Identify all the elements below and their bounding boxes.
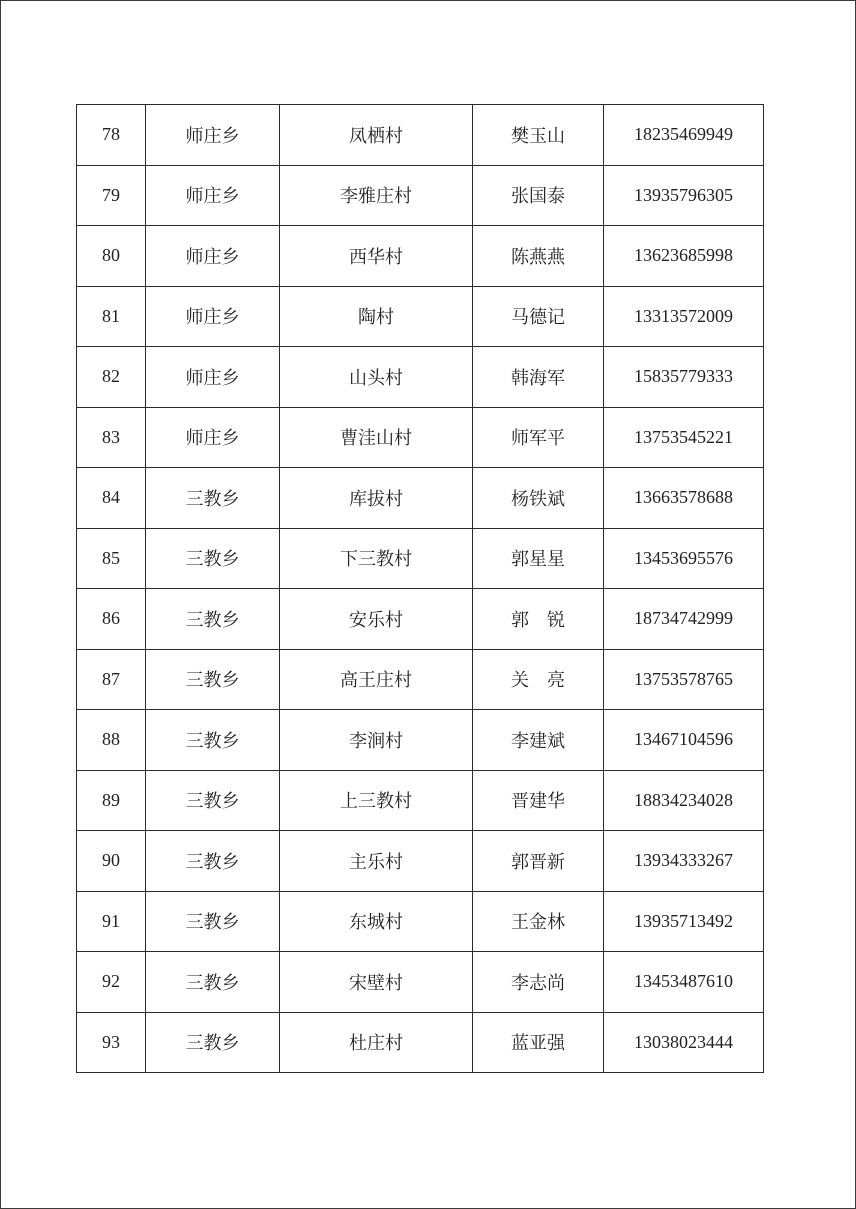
row-number: 87: [77, 649, 146, 710]
table-row: [77, 105, 764, 166]
table-row: [77, 710, 764, 771]
township-cell: 师庄乡: [146, 286, 280, 347]
table-row: [77, 589, 764, 650]
row-number: 89: [77, 770, 146, 831]
township-cell: 师庄乡: [146, 165, 280, 226]
village-cell: 高王庄村: [280, 649, 473, 710]
table-row: [77, 407, 764, 468]
phone-number-cell: 13038023444: [604, 1012, 764, 1073]
phone-number-cell: 13935713492: [604, 891, 764, 952]
table-row: [77, 347, 764, 408]
row-number: 85: [77, 528, 146, 589]
contact-name-cell: 郭晋新: [473, 831, 604, 892]
row-number: 84: [77, 468, 146, 529]
phone-number-cell: 15835779333: [604, 347, 764, 408]
table-row: [77, 286, 764, 347]
contact-table: [76, 104, 764, 1073]
contact-name-cell: 杨铁斌: [473, 468, 604, 529]
contact-name-cell: 王金林: [473, 891, 604, 952]
village-cell: 上三教村: [280, 770, 473, 831]
phone-number-cell: 13467104596: [604, 710, 764, 771]
township-cell: 三教乡: [146, 831, 280, 892]
row-number: 86: [77, 589, 146, 650]
village-cell: 主乐村: [280, 831, 473, 892]
village-cell: 山头村: [280, 347, 473, 408]
township-cell: 三教乡: [146, 710, 280, 771]
village-cell: 杜庄村: [280, 1012, 473, 1073]
table-row: [77, 226, 764, 287]
village-cell: 曹洼山村: [280, 407, 473, 468]
village-cell: 安乐村: [280, 589, 473, 650]
township-cell: 师庄乡: [146, 105, 280, 166]
row-number: 93: [77, 1012, 146, 1073]
phone-number-cell: 18834234028: [604, 770, 764, 831]
contact-name-cell: 晋建华: [473, 770, 604, 831]
table-body: [77, 105, 764, 1073]
table-row: [77, 649, 764, 710]
village-cell: 下三教村: [280, 528, 473, 589]
township-cell: 三教乡: [146, 770, 280, 831]
village-cell: 李涧村: [280, 710, 473, 771]
contact-name-cell: 马德记: [473, 286, 604, 347]
row-number: 90: [77, 831, 146, 892]
row-number: 79: [77, 165, 146, 226]
row-number: 91: [77, 891, 146, 952]
township-cell: 三教乡: [146, 589, 280, 650]
table-row: [77, 891, 764, 952]
township-cell: 师庄乡: [146, 407, 280, 468]
contact-name-cell: 张国泰: [473, 165, 604, 226]
village-cell: 西华村: [280, 226, 473, 287]
village-cell: 宋壁村: [280, 952, 473, 1013]
contact-name-cell: 李建斌: [473, 710, 604, 771]
phone-number-cell: 13663578688: [604, 468, 764, 529]
row-number: 83: [77, 407, 146, 468]
township-cell: 师庄乡: [146, 226, 280, 287]
village-cell: 凤栖村: [280, 105, 473, 166]
village-cell: 东城村: [280, 891, 473, 952]
phone-number-cell: 13935796305: [604, 165, 764, 226]
village-cell: 陶村: [280, 286, 473, 347]
village-cell: 李雅庄村: [280, 165, 473, 226]
contact-name-cell: 陈燕燕: [473, 226, 604, 287]
contact-name-cell: 蓝亚强: [473, 1012, 604, 1073]
township-cell: 三教乡: [146, 1012, 280, 1073]
contact-name-cell: 郭 锐: [473, 589, 604, 650]
contact-name-cell: 郭星星: [473, 528, 604, 589]
township-cell: 三教乡: [146, 891, 280, 952]
contact-name-cell: 李志尚: [473, 952, 604, 1013]
table-row: [77, 468, 764, 529]
row-number: 80: [77, 226, 146, 287]
phone-number-cell: 13453695576: [604, 528, 764, 589]
table-row: [77, 1012, 764, 1073]
row-number: 81: [77, 286, 146, 347]
phone-number-cell: 18734742999: [604, 589, 764, 650]
phone-number-cell: 13934333267: [604, 831, 764, 892]
table-row: [77, 165, 764, 226]
township-cell: 师庄乡: [146, 347, 280, 408]
row-number: 82: [77, 347, 146, 408]
row-number: 78: [77, 105, 146, 166]
table-row: [77, 831, 764, 892]
table-row: [77, 952, 764, 1013]
village-cell: 库拔村: [280, 468, 473, 529]
township-cell: 三教乡: [146, 952, 280, 1013]
contact-name-cell: 关 亮: [473, 649, 604, 710]
township-cell: 三教乡: [146, 528, 280, 589]
contact-name-cell: 韩海军: [473, 347, 604, 408]
contact-name-cell: 樊玉山: [473, 105, 604, 166]
phone-number-cell: 13753545221: [604, 407, 764, 468]
table-row: [77, 770, 764, 831]
row-number: 88: [77, 710, 146, 771]
phone-number-cell: 13623685998: [604, 226, 764, 287]
table-row: [77, 528, 764, 589]
row-number: 92: [77, 952, 146, 1013]
township-cell: 三教乡: [146, 468, 280, 529]
phone-number-cell: 13753578765: [604, 649, 764, 710]
phone-number-cell: 13453487610: [604, 952, 764, 1013]
phone-number-cell: 13313572009: [604, 286, 764, 347]
contact-name-cell: 师军平: [473, 407, 604, 468]
phone-number-cell: 18235469949: [604, 105, 764, 166]
township-cell: 三教乡: [146, 649, 280, 710]
